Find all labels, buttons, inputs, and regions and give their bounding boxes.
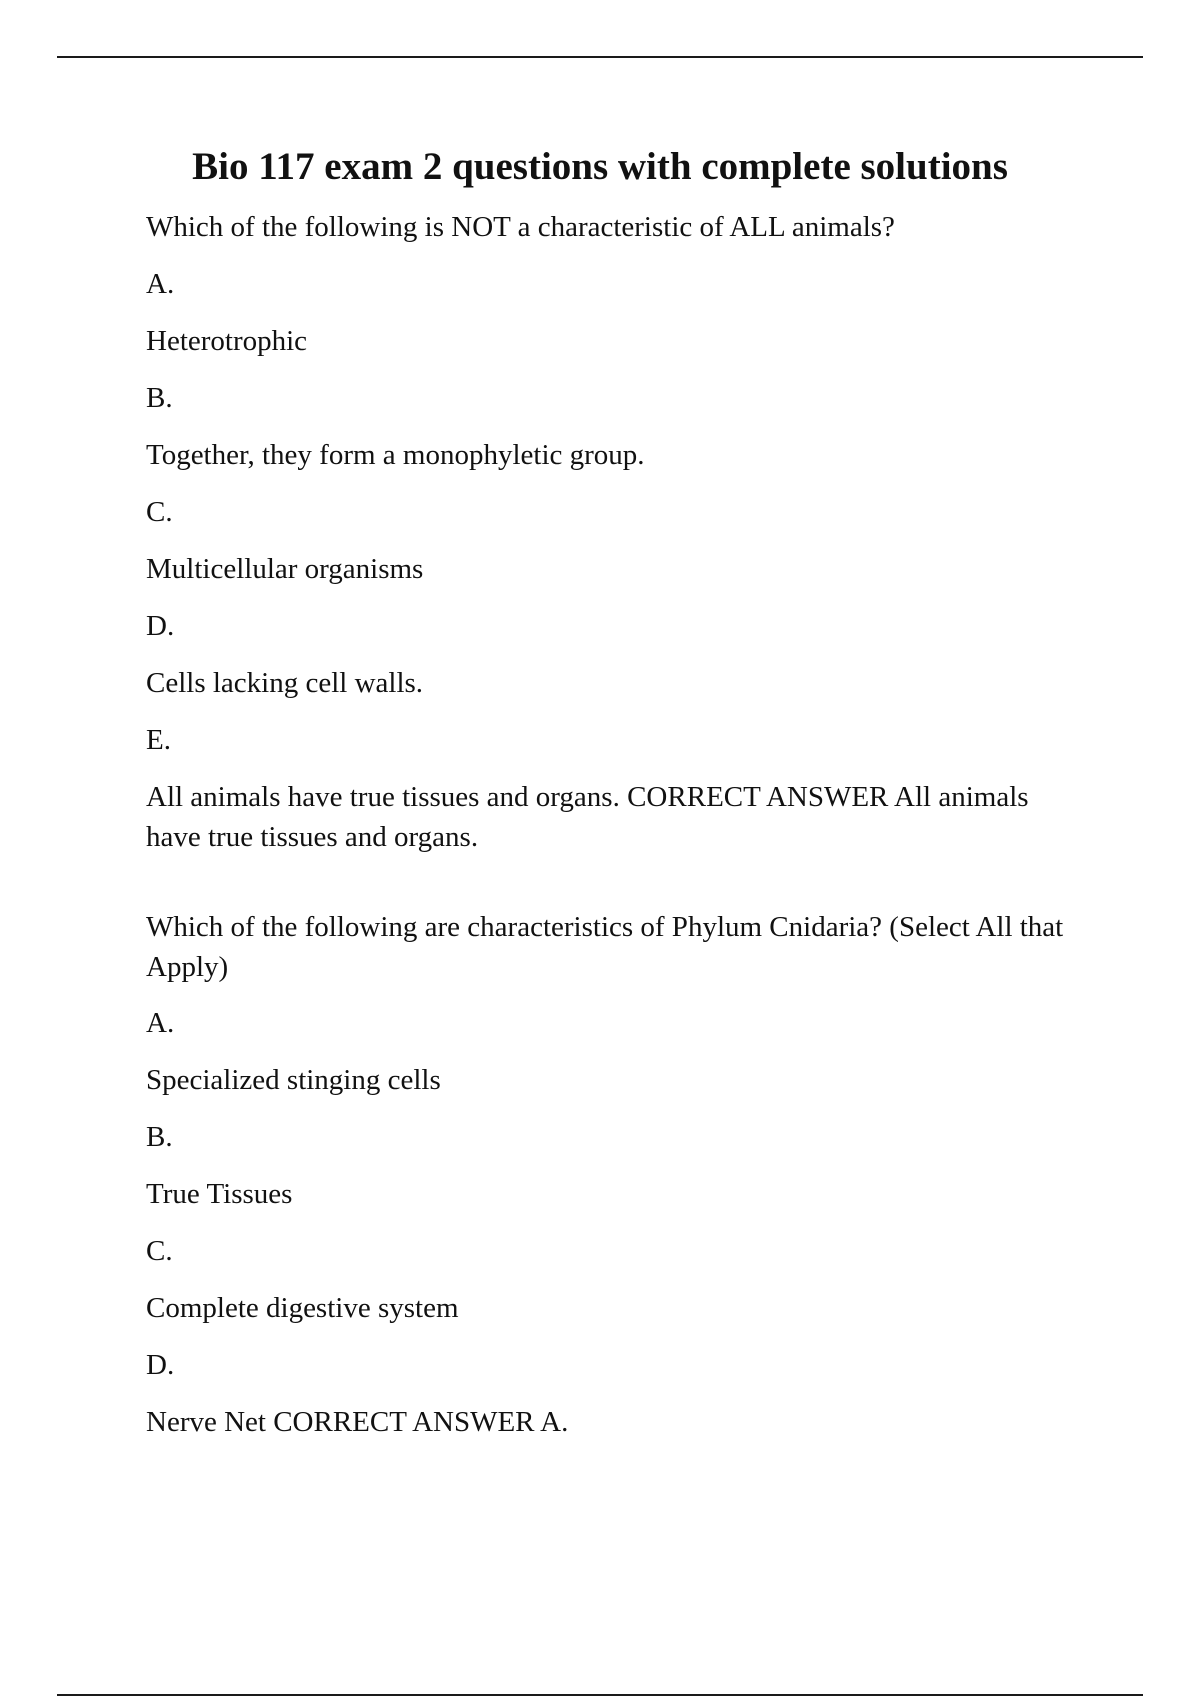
question-2 — [146, 907, 1086, 1443]
option-letter: D. — [146, 610, 175, 642]
option-text-with-answer: All animals have true tissues and organs. CORRECT ANSWER All animals have true tissues and organs. — [146, 781, 1029, 853]
option-text: Complete digestive system — [146, 1292, 459, 1324]
footer-rule — [57, 1694, 1143, 1696]
option-text: True Tissues — [146, 1178, 293, 1210]
option-text: Multicellular organisms — [146, 553, 424, 585]
option-letter: A. — [146, 268, 175, 300]
option-text: Cells lacking cell walls. — [146, 667, 424, 699]
question-prompt: Which of the following is NOT a characteristic of ALL animals? — [146, 211, 895, 243]
page-title: Bio 117 exam 2 questions with complete solutions — [192, 145, 1008, 188]
question-prompt: Which of the following are characteristics of Phylum Cnidaria? (Select All that Apply) — [146, 911, 1064, 983]
option-letter: C. — [146, 496, 173, 528]
option-letter: C. — [146, 1235, 173, 1267]
question-1 — [146, 207, 1086, 857]
option-text: Together, they form a monophyletic group. — [146, 439, 645, 471]
option-text-with-answer: Nerve Net CORRECT ANSWER A. — [146, 1406, 569, 1438]
option-letter: A. — [146, 1007, 175, 1039]
option-letter: E. — [146, 724, 171, 756]
option-letter: B. — [146, 1121, 173, 1153]
option-text: Specialized stinging cells — [146, 1064, 441, 1096]
option-letter: D. — [146, 1349, 175, 1381]
option-letter: B. — [146, 382, 173, 414]
option-text: Heterotrophic — [146, 325, 308, 357]
header-rule — [57, 56, 1143, 58]
document-body — [146, 207, 1086, 1459]
